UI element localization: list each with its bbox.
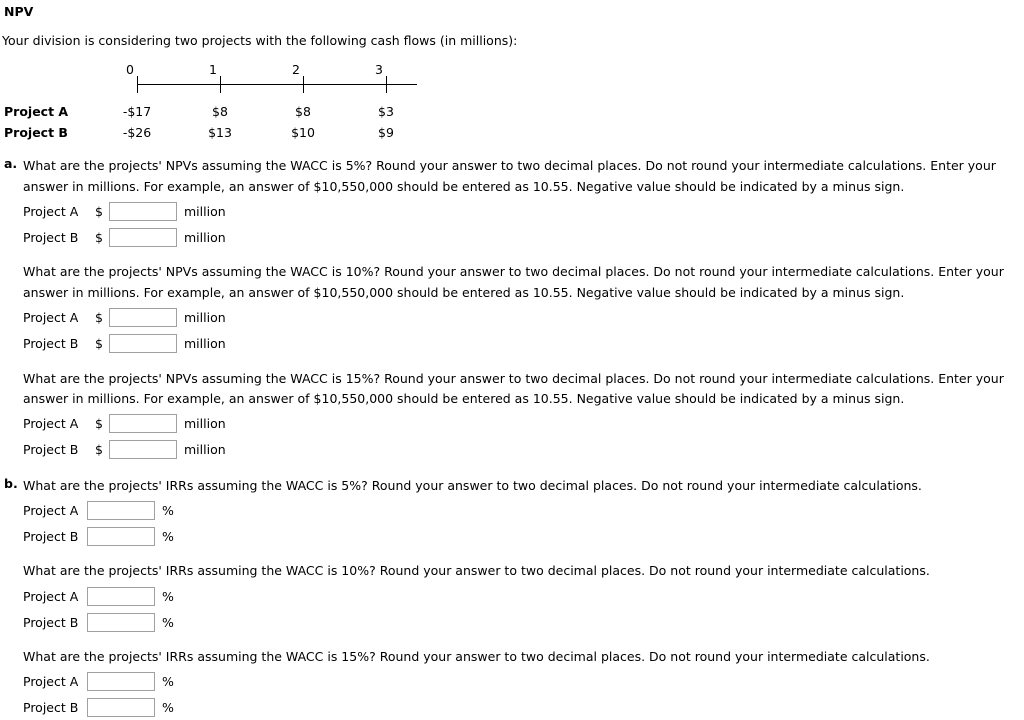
unit-label: % — [162, 614, 174, 630]
npv-5-project-b-input[interactable] — [109, 228, 177, 247]
timeline-tick-1 — [220, 76, 221, 93]
question-b — [0, 476, 1024, 720]
answer-row — [23, 524, 1024, 548]
row-label-project-a: Project A — [4, 104, 69, 119]
npv-5-project-a-input[interactable] — [109, 202, 177, 221]
irr-5-project-b-input[interactable] — [87, 527, 155, 546]
currency-symbol: $ — [95, 229, 103, 245]
unit-label: % — [162, 700, 174, 716]
currency-symbol: $ — [95, 336, 103, 351]
question-b-part-1-text: What are the projects' IRRs assuming the WACC is 5%? Round your answer to two decimal places. Do not round your intermediate calculations. — [23, 477, 922, 493]
question-b-label: b. — [4, 475, 18, 491]
answer-label: Project B — [23, 700, 79, 716]
irr-10-project-b-input[interactable] — [87, 613, 155, 632]
timeline-tick-0 — [137, 76, 138, 93]
project-b-cf-1: $13 — [208, 125, 232, 140]
npv-15-project-a-input[interactable] — [109, 414, 177, 433]
answer-label: Project B — [23, 528, 79, 544]
answer-row — [23, 584, 1024, 608]
npv-15-project-b-input[interactable] — [109, 440, 177, 459]
timeline-period-labels — [0, 62, 1024, 78]
timeline-period-3: 3 — [375, 62, 383, 77]
unit-label: % — [162, 528, 174, 544]
question-a-label: a. — [4, 156, 18, 171]
question-b-part-1 — [23, 476, 1024, 549]
question-b-part-3-text: What are the projects' IRRs assuming the WACC is 15%? Round your answer to two decimal places. Do not round your intermediate calculations. — [23, 649, 930, 664]
currency-symbol: $ — [95, 310, 103, 325]
project-a-cf-0: -$17 — [122, 104, 152, 119]
timeline-tick-3 — [386, 76, 387, 93]
unit-label: % — [162, 502, 174, 518]
answer-row — [23, 412, 1024, 436]
answer-label: Project B — [23, 442, 79, 458]
question-a-part-2-text: What are the projects' NPVs assuming the WACC is 10%? Round your answer to two decimal places. Do not round your intermediate calculations. Enter your answer in millions. For example, an answer of $10,550,000 should be entered as 10.55. Negative value should be indicated by a minus sign. — [23, 264, 1004, 300]
unit-label: million — [184, 336, 226, 351]
question-a-part-3 — [23, 369, 1024, 462]
unit-label: million — [184, 229, 226, 245]
unit-label: % — [162, 674, 174, 690]
unit-label: % — [162, 588, 174, 604]
question-a-part-1 — [23, 156, 1024, 249]
unit-label: million — [184, 310, 226, 325]
cash-flow-timeline — [0, 62, 1024, 104]
question-b-part-3 — [23, 647, 1024, 720]
unit-label: million — [184, 442, 226, 458]
question-a-part-2 — [23, 262, 1024, 355]
table-row — [0, 125, 1024, 146]
project-a-cf-2: $8 — [295, 104, 311, 119]
currency-symbol: $ — [95, 416, 103, 432]
project-a-cf-3: $3 — [378, 104, 394, 119]
unit-label: million — [184, 416, 226, 432]
question-a — [0, 156, 1024, 462]
answer-row — [23, 438, 1024, 462]
answer-row — [23, 670, 1024, 694]
timeline-period-1: 1 — [209, 62, 217, 77]
worksheet-page — [0, 4, 1024, 716]
answer-label: Project B — [23, 336, 79, 351]
timeline-axis-line — [137, 84, 417, 85]
project-a-cf-1: $8 — [212, 104, 228, 119]
project-b-cf-3: $9 — [378, 125, 394, 140]
intro-text: Your division is considering two projects with the following cash flows (in millions): — [2, 33, 518, 48]
npv-10-project-a-input[interactable] — [109, 308, 177, 327]
answer-label: Project B — [23, 614, 79, 630]
question-a-part-3-text: What are the projects' NPVs assuming the WACC is 15%? Round your answer to two decimal places. Do not round your intermediate calculations. Enter your answer in millions. For example, an answer of $10,550,000 should be entered as 10.55. Negative value should be indicated by a minus sign. — [23, 370, 1004, 407]
answer-label: Project A — [23, 310, 79, 325]
project-b-cf-0: -$26 — [122, 125, 152, 140]
answer-label: Project A — [23, 416, 79, 432]
unit-label: million — [184, 203, 226, 219]
question-b-part-2 — [23, 561, 1024, 634]
irr-15-project-a-input[interactable] — [87, 672, 155, 691]
answer-row — [23, 306, 1024, 330]
question-b-part-2-text: What are the projects' IRRs assuming the WACC is 10%? Round your answer to two decimal places. Do not round your intermediate calculations. — [23, 563, 930, 579]
answer-row — [23, 696, 1024, 720]
answer-row — [23, 498, 1024, 522]
answer-row — [23, 225, 1024, 249]
answer-label: Project B — [23, 229, 79, 245]
npv-10-project-b-input[interactable] — [109, 334, 177, 353]
table-row — [0, 104, 1024, 125]
answer-row — [23, 610, 1024, 634]
irr-10-project-a-input[interactable] — [87, 587, 155, 606]
timeline-period-0: 0 — [126, 62, 134, 77]
irr-15-project-b-input[interactable] — [87, 698, 155, 717]
answer-label: Project A — [23, 588, 79, 604]
timeline-tick-2 — [303, 76, 304, 93]
row-label-project-b: Project B — [4, 125, 68, 140]
currency-symbol: $ — [95, 203, 103, 219]
currency-symbol: $ — [95, 442, 103, 458]
answer-row — [23, 199, 1024, 223]
answer-label: Project A — [23, 674, 79, 690]
project-b-cf-2: $10 — [291, 125, 315, 140]
timeline-period-2: 2 — [292, 62, 300, 77]
page-title: NPV — [4, 4, 34, 19]
question-a-part-1-text: What are the projects' NPVs assuming the WACC is 5%? Round your answer to two decimal places. Do not round your intermediate calculations. Enter your answer in millions. For example, an answer of $10,550,000 should be entered as 10.55. Negative value should be indicated by a minus sign. — [23, 158, 996, 194]
answer-row — [23, 332, 1024, 356]
answer-label: Project A — [23, 502, 79, 518]
answer-label: Project A — [23, 203, 79, 219]
irr-5-project-a-input[interactable] — [87, 501, 155, 520]
